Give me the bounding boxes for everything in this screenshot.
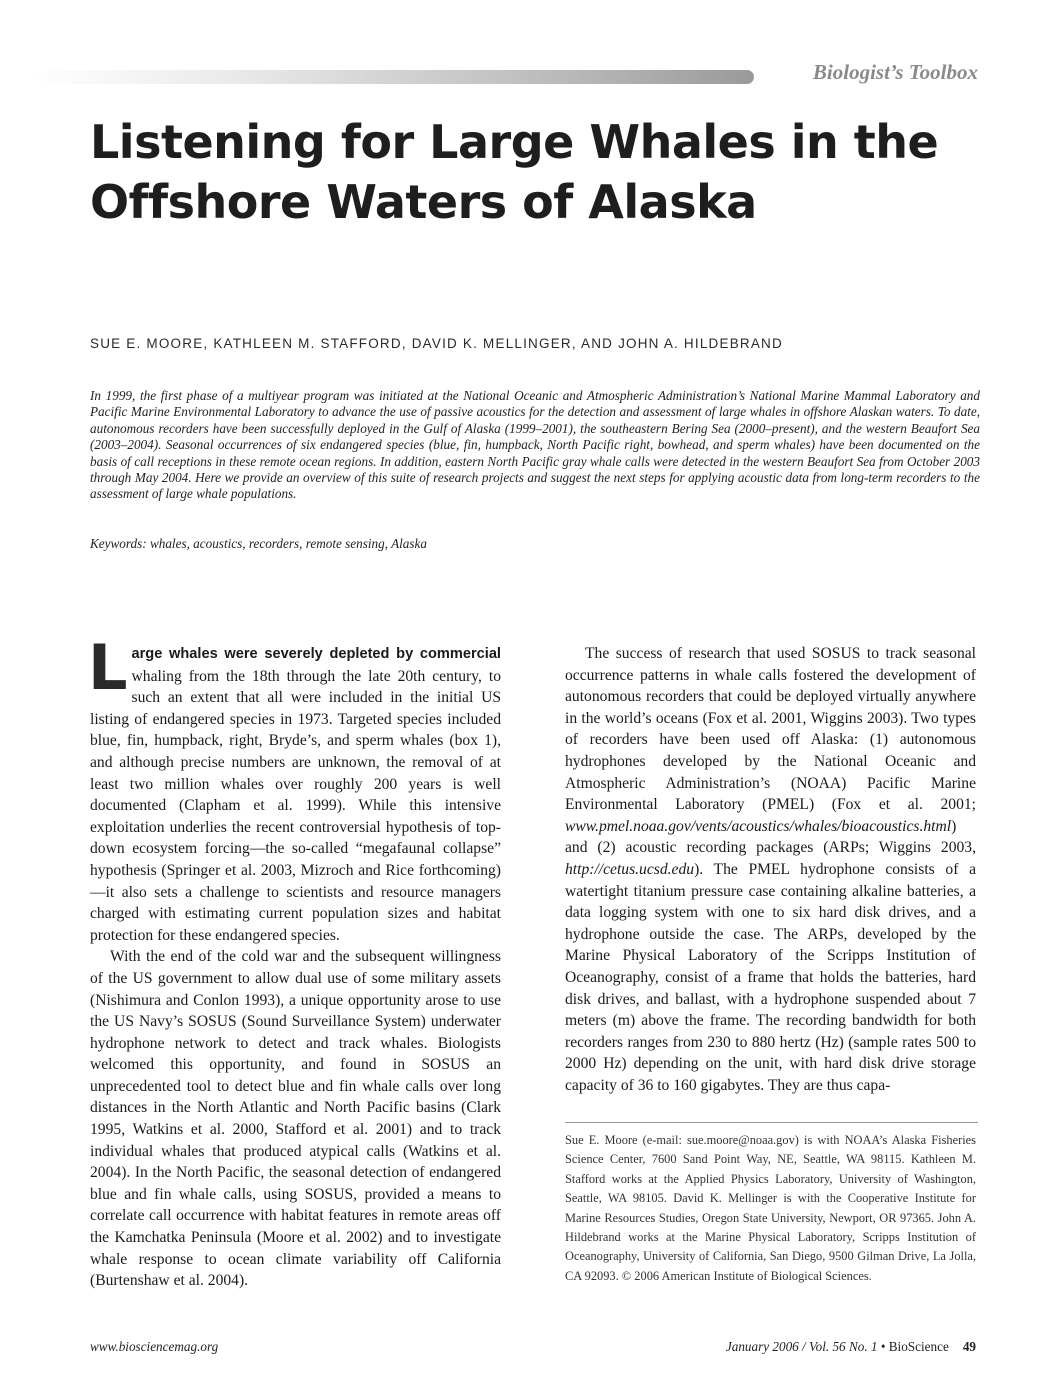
body-paragraph [88, 631, 501, 946]
abstract: In 1999, the first phase of a multiyear program was initiated at the National Oceanic and Atmospheric Administration’s National Marine Mammal Laboratory and Pacific Marine Environmental Laboratory to advance the use of passive acoustics for the detection and assessment of large whales in offshore Alaskan waters. To date, autonomous recorders have been successfully deployed in the Gulf of Alaska (1999–2001), the southeastern Bering Sea (2000–present), and the western Beaufort Sea (2003–2004). Seasonal occurrences of six endangered species (blue, fin, humpback, North Pacific right, bowhead, and sperm whales) have been documented on the basis of call receptions in these remote ocean regions. In addition, eastern North Pacific gray whale calls were detected in the western Beaufort Sea from October 2003 through May 2004. Here we provide an overview of this suite of research projects and suggest the next steps for applying acoustic data from long-term recorders to the assessment of large whale populations. [90, 388, 980, 502]
issue-date: January 2006 / Vol. 56 No. 1 [725, 1339, 878, 1354]
footnote-text: Sue E. Moore (e-mail: [565, 1133, 688, 1147]
paragraph-text: ) and (2) acoustic recording packages (ARPs; Wiggins 2003, [565, 817, 976, 857]
section-label: Biologist’s Toolbox [812, 60, 978, 84]
footer-website[interactable]: www.biosciencemag.org [90, 1339, 219, 1354]
paragraph-text: ). The PMEL hydrophone consists of a watertight titanium pressure case containing alkaline batteries, a data logging system with one to six hard disk drives, and a hydrophone outside the case. The ARPs, developed by the Marine Physical Laboratory of the Scripps Institution of Oceanography, consist of a frame that holds the batteries, hard disk drives, and ballast, with a hydrophone suspended about 7 meters (m) above the frame. The recording bandwidth for both recorders ranges from 230 to 880 hertz (Hz) (sample rates 500 to 2000 Hz) depending on the unit, with hard disk drive storage capacity of 36 to 160 gigabytes. They are thus capa- [565, 860, 976, 1094]
article-title: Listening for Large Whales in the Offshore Waters of Alaska [90, 115, 939, 229]
drop-cap: L [88, 631, 128, 704]
body-paragraph [565, 643, 976, 1096]
journal-name: • BioScience [877, 1339, 949, 1354]
footnote-divider [565, 1122, 978, 1123]
header-rule-bar [32, 70, 754, 84]
footnote-text: ) is with NOAA’s Alaska Fisheries Science Center, 7600 Sand Point Way, NE, Seattle, WA 98115. Kathleen M. Stafford works at the Applied Physics Laboratory, University of Washington, Seattle, WA 98105. David K. Mellinger is with the Cooperative Institute for Marine Resources Studies, Oregon State University, Newport, OR 97365. John A. Hildebrand works at the Marine Physical Laboratory, Scripps Institution of Oceanography, University of California, San Diego, 9500 Gilman Drive, La Jolla, CA 92093. © 2006 American Institute of Biological Sciences. [565, 1133, 976, 1283]
body-column-right [565, 643, 976, 1096]
paragraph-text: whaling from the 18th through the late 20th century, to such an extent that all were included in the initial US listing of endangered species in 1973. Targeted species included blue, fin, humpback, right, Bryde’s, and sperm whales (box 1), and although precise numbers are unknown, the removal of at least two million whales over roughly 200 years is well documented (Clapham et al. 1999). While this intensive exploitation underlies the recent controversial hypothesis of top-down ecosystem forcing—the so-called “megafaunal collapse” hypothesis (Springer et al. 2003, Mizroch and Rice forthcoming)—it also sets a challenge to scientists and resource managers charged with estimating current population sizes and habitat protection for these endangered species. [90, 667, 501, 944]
author-affiliations-footnote [565, 1131, 976, 1286]
paragraph-text: The success of research that used SOSUS to track seasonal occurrence patterns in whale calls fostered the development of autonomous recorders that could be deployed virtually anywhere in the world’s oceans (Fox et al. 2001, Wiggins 2003). Two types of recorders have been used off Alaska: (1) autonomous hydrophones developed by the National Oceanic and Atmospheric Administration’s (NOAA) Pacific Marine Environmental Laboratory (PMEL) (Fox et al. 2001; [565, 645, 976, 814]
page-number: 49 [962, 1339, 976, 1354]
footer-issue-info [600, 1339, 976, 1355]
cetus-link[interactable]: http://cetus.ucsd.edu [565, 860, 695, 878]
author-list: SUE E. MOORE, KATHLEEN M. STAFFORD, DAVID K. MELLINGER, AND JOHN A. HILDEBRAND [90, 336, 783, 351]
body-paragraph: With the end of the cold war and the subsequent willingness of the US government to allow dual use of some military assets (Nishimura and Conlon 1993), a unique opportunity arose to use the US Navy’s SOSUS (Sound Surveillance System) underwater hydrophone network to detect and track whales. Biologists welcomed this opportunity, and found in SOSUS an unprecedented tool to detect blue and fin whale calls over long distances in the North Atlantic and North Pacific basins (Clark 1995, Watkins et al. 2000, Stafford et al. 2001) and to track individual whales that produced atypical calls (Watkins et al. 2004). In the North Pacific, the seasonal detection of endangered blue and fin whale calls, using SOSUS, provided a means to correlate call occurrence with habitat features in remote areas off the Kamchatka Peninsula (Moore et al. 2002) and to investigate whale response to ocean climate variability off California (Burtenshaw et al. 2004). [90, 948, 501, 1290]
pmel-link[interactable]: www.pmel.noaa.gov/vents/acoustics/whales/bioacoustics.html [565, 817, 952, 835]
lead-in-text: arge whales were severely depleted by commercial [131, 646, 501, 662]
keywords: Keywords: whales, acoustics, recorders, remote sensing, Alaska [90, 536, 427, 551]
body-column-left [88, 631, 501, 1292]
author-email[interactable]: sue.moore@noaa.gov [687, 1133, 795, 1147]
